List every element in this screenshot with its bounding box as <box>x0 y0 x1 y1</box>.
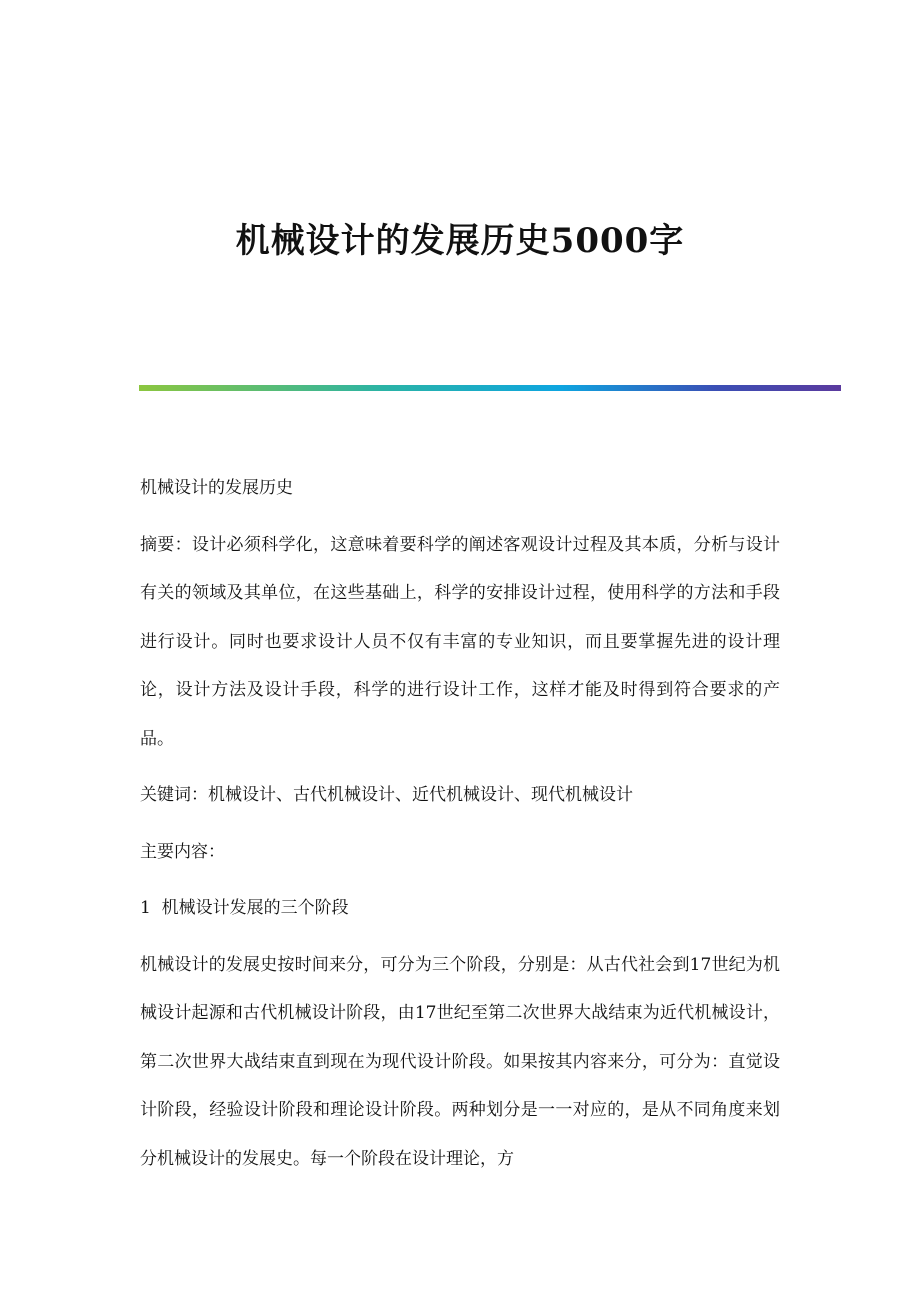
main-content-label: 主要内容： <box>140 841 225 862</box>
document-subtitle: 机械设计的发展历史 <box>140 478 293 498</box>
section-1-heading: 1 机械设计发展的三个阶段 <box>140 898 349 918</box>
abstract-paragraph: 摘要：设计必须科学化，这意味着要科学的阐述客观设计过程及其本质，分析与设计有关的领域及其单位，在这些基础上，科学的安排设计过程，使用科学的方法和手段进行设计。同时也要求设计人员不仅有丰富的专业知识，而且要掌握先进的设计理论，设计方法及设计手段，科学的进行设计工作，这样才能及时得到符合要求的产品。 <box>140 534 780 749</box>
section-1-body: 机械设计的发展史按时间来分，可分为三个阶段，分别是：从古代社会到17世纪为机械设计起源和古代机械设计阶段，由17世纪至第二次世界大战结束为近代机械设计，第二次世界大战结束直到现在为现代设计阶段。如果按其内容来分，可分为：直觉设计阶段，经验设计阶段和理论设计阶段。两种划分是一一对应的，是从不同角度来划分机械设计的发展史。每一个阶段在设计理论，方 <box>140 954 780 1169</box>
title-divider <box>139 385 841 391</box>
keywords-paragraph: 关键词：机械设计、古代机械设计、近代机械设计、现代机械设计 <box>140 785 633 805</box>
document-body <box>140 464 780 1183</box>
document-title: 机械设计的发展历史5000字 <box>235 221 685 261</box>
